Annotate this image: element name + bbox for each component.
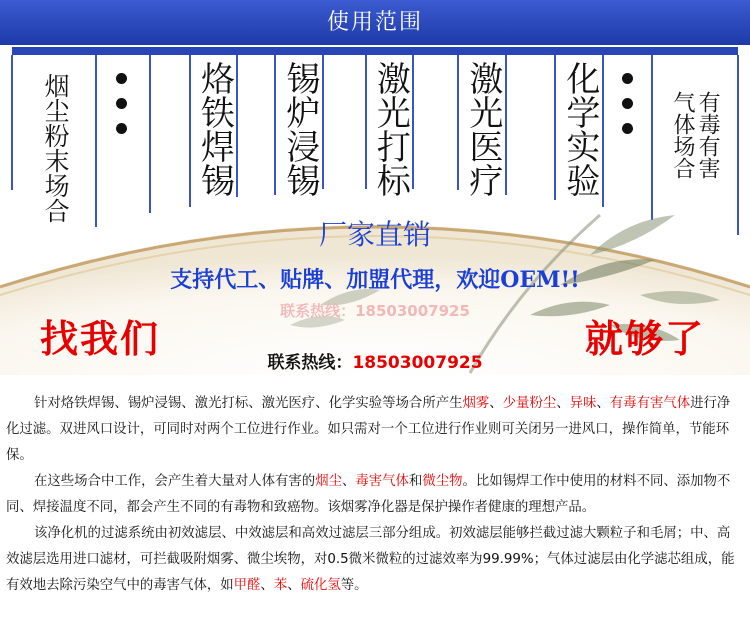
usage-columns bbox=[0, 55, 750, 230]
slogan-right: 就够了 bbox=[585, 317, 706, 361]
dot bbox=[622, 123, 633, 134]
column-label: 化学实验 bbox=[559, 61, 600, 197]
hotline-watermark: 联系热线：18503007925 bbox=[280, 302, 470, 320]
sales-subtitle: 支持代工、贴牌、加盟代理，欢迎OEM!! bbox=[170, 267, 580, 293]
paragraph-3: 该净化机的过滤系统由初效滤层、中效滤层和高效过滤层三部分组成。初效滤层能够拦截过滤大颗粒子和毛屑；中、高效滤层选用进口滤材，可拦截吸附烟雾、微尘埃物，对0.5微米微粒的过滤效率为99.99%；气体过滤层由化学滤芯组成，能有效地去除污染空气中的毒害气体，如甲醛、苯、硫化氢等。 bbox=[6, 526, 735, 593]
column-dots-2 bbox=[603, 55, 652, 230]
header-strip bbox=[12, 47, 738, 55]
column-soldering-iron bbox=[190, 55, 237, 230]
column-label: 激光医疗 bbox=[462, 61, 503, 197]
hl-formaldehyde: 甲醛 bbox=[233, 578, 261, 593]
dot bbox=[116, 98, 127, 109]
column-label: 烙铁焊锡 bbox=[194, 61, 235, 197]
dot bbox=[622, 98, 633, 109]
hotline-label: 联系热线： bbox=[267, 353, 353, 373]
hl-poison-gas: 毒害气体 bbox=[355, 474, 409, 489]
sales-title: 厂家直销 bbox=[318, 218, 431, 251]
hl-fume: 烟尘 bbox=[315, 474, 342, 489]
column-toxic-gas bbox=[655, 55, 735, 230]
hotline bbox=[0, 348, 750, 373]
column-laser-marking bbox=[366, 55, 413, 230]
column-tin-dip bbox=[275, 55, 323, 230]
hl-particles: 微尘物 bbox=[422, 474, 463, 489]
hl-benzene: 苯 bbox=[273, 578, 288, 593]
column-label-right: 有毒有害 bbox=[695, 91, 721, 179]
description bbox=[0, 385, 750, 642]
section-title: 使用范围 bbox=[326, 10, 423, 35]
column-chem-lab bbox=[555, 55, 603, 230]
column-dots-1 bbox=[96, 55, 146, 230]
hotline-number: 18503007925 bbox=[352, 353, 483, 373]
hl-dust: 少量粉尘 bbox=[502, 396, 557, 411]
paragraph-2: 在这些场合中工作，会产生着大量对人体有害的烟尘、毒害气体和微尘物。比如锡焊工作中使用的材料不同、添加物不同、焊接温度不同，都会产生不同的有毒物和致癌物。该烟雾净化器是保护操作者健康的理想产品。 bbox=[6, 474, 731, 515]
section-header bbox=[0, 0, 750, 45]
column-label: 烟尘粉末场合 bbox=[41, 73, 71, 223]
hl-odor: 异味 bbox=[569, 396, 597, 411]
column-label-left: 气体场合 bbox=[670, 91, 695, 179]
hl-toxic-gas: 有毒有害气体 bbox=[609, 396, 691, 411]
paragraph-1: 针对烙铁焊锡、锡炉浸锡、激光打标、激光医疗、化学实验等场合所产生烟雾、少量粉尘、异味、有毒有害气体进行净化过滤。双进风口设计，可同时对两个工位进行作业。如只需对一个工位进行作业则可关闭另一进风口，操作简单，节能环保。 bbox=[6, 396, 731, 463]
dot bbox=[622, 73, 633, 84]
column-smoke-dust bbox=[20, 55, 90, 230]
hl-smoke: 烟雾 bbox=[462, 396, 490, 411]
column-label: 锡炉浸锡 bbox=[279, 61, 320, 197]
dot bbox=[116, 73, 127, 84]
column-laser-medical bbox=[458, 55, 506, 230]
dot bbox=[116, 123, 127, 134]
slogan-left: 找我们 bbox=[40, 317, 161, 361]
column-label: 激光打标 bbox=[370, 61, 411, 197]
hl-h2s: 硫化氢 bbox=[300, 578, 341, 593]
